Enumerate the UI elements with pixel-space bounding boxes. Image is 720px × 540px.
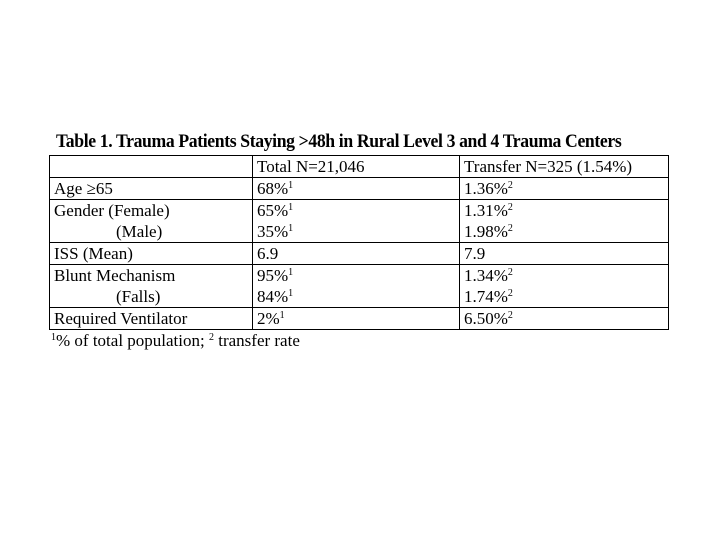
row-total-value: 2% bbox=[257, 309, 280, 328]
row-total-value: 68% bbox=[257, 179, 289, 198]
footnote-ref: 2 bbox=[507, 267, 513, 278]
trauma-table bbox=[49, 155, 669, 330]
row-transfer-value: 7.9 bbox=[464, 244, 486, 263]
row-label: Blunt Mechanism bbox=[54, 266, 176, 285]
row-label-cell bbox=[50, 178, 253, 200]
row-transfer-cell bbox=[460, 243, 669, 265]
row-label-cell bbox=[50, 265, 253, 308]
footnote-ref: 1 bbox=[288, 180, 294, 191]
header-cell-label bbox=[50, 156, 253, 178]
footnote-ref: 1 bbox=[288, 223, 294, 234]
row-total-value: 84% bbox=[257, 287, 289, 306]
table-title: Table 1. Trauma Patients Staying >48h in Rural Level 3 and 4 Trauma Centers bbox=[56, 131, 622, 152]
row-label-cell bbox=[50, 243, 253, 265]
row-label-cell bbox=[50, 200, 253, 243]
footnote-ref: 1 bbox=[288, 267, 294, 278]
row-label: (Male) bbox=[116, 222, 163, 241]
table-row bbox=[50, 200, 669, 243]
row-transfer-cell bbox=[460, 178, 669, 200]
footnote-ref: 2 bbox=[507, 288, 513, 299]
row-transfer-value: 6.50% bbox=[464, 309, 508, 328]
header-row bbox=[50, 156, 669, 178]
footnote-text-2: transfer rate bbox=[213, 331, 300, 350]
footnote-ref: 2 bbox=[507, 180, 513, 191]
footnote-ref: 1 bbox=[288, 288, 294, 299]
row-label: ISS (Mean) bbox=[54, 244, 133, 263]
footnote-ref: 1 bbox=[288, 202, 294, 213]
row-label: Age ≥65 bbox=[54, 179, 113, 198]
table-row bbox=[50, 178, 669, 200]
row-total-value: 6.9 bbox=[257, 244, 279, 263]
row-total-cell bbox=[253, 265, 460, 308]
footnote-ref: 2 bbox=[507, 202, 513, 213]
row-label: (Falls) bbox=[116, 287, 161, 306]
document-page bbox=[49, 129, 669, 352]
row-transfer-value: 1.98% bbox=[464, 222, 508, 241]
footnote-marker-2: 2 bbox=[208, 332, 214, 343]
row-total-value: 95% bbox=[257, 266, 289, 285]
header-cell-transfer: Transfer N=325 (1.54%) bbox=[460, 156, 669, 178]
row-transfer-value: 1.74% bbox=[464, 287, 508, 306]
row-label-cell bbox=[50, 308, 253, 330]
row-total-value: 65% bbox=[257, 201, 289, 220]
row-label: Required Ventilator bbox=[54, 309, 188, 328]
footnote-ref: 1 bbox=[279, 310, 285, 321]
row-total-cell bbox=[253, 200, 460, 243]
row-total-cell bbox=[253, 178, 460, 200]
row-transfer-value: 1.36% bbox=[464, 179, 508, 198]
footnote-marker-1: 1 bbox=[51, 332, 56, 343]
row-transfer-cell bbox=[460, 308, 669, 330]
row-transfer-value: 1.31% bbox=[464, 201, 508, 220]
table-body bbox=[50, 178, 669, 330]
table-row bbox=[50, 265, 669, 308]
row-transfer-value: 1.34% bbox=[464, 266, 508, 285]
table-row bbox=[50, 308, 669, 330]
row-label: Gender (Female) bbox=[54, 201, 170, 220]
header-cell-total: Total N=21,046 bbox=[253, 156, 460, 178]
table-row bbox=[50, 243, 669, 265]
row-transfer-cell bbox=[460, 265, 669, 308]
footnote-ref: 2 bbox=[507, 310, 513, 321]
footnote-ref: 2 bbox=[507, 223, 513, 234]
footnote-text-1: % of total population; bbox=[56, 331, 209, 350]
row-total-cell bbox=[253, 243, 460, 265]
row-total-cell bbox=[253, 308, 460, 330]
row-total-value: 35% bbox=[257, 222, 289, 241]
table-footnote bbox=[51, 330, 669, 352]
row-transfer-cell bbox=[460, 200, 669, 243]
